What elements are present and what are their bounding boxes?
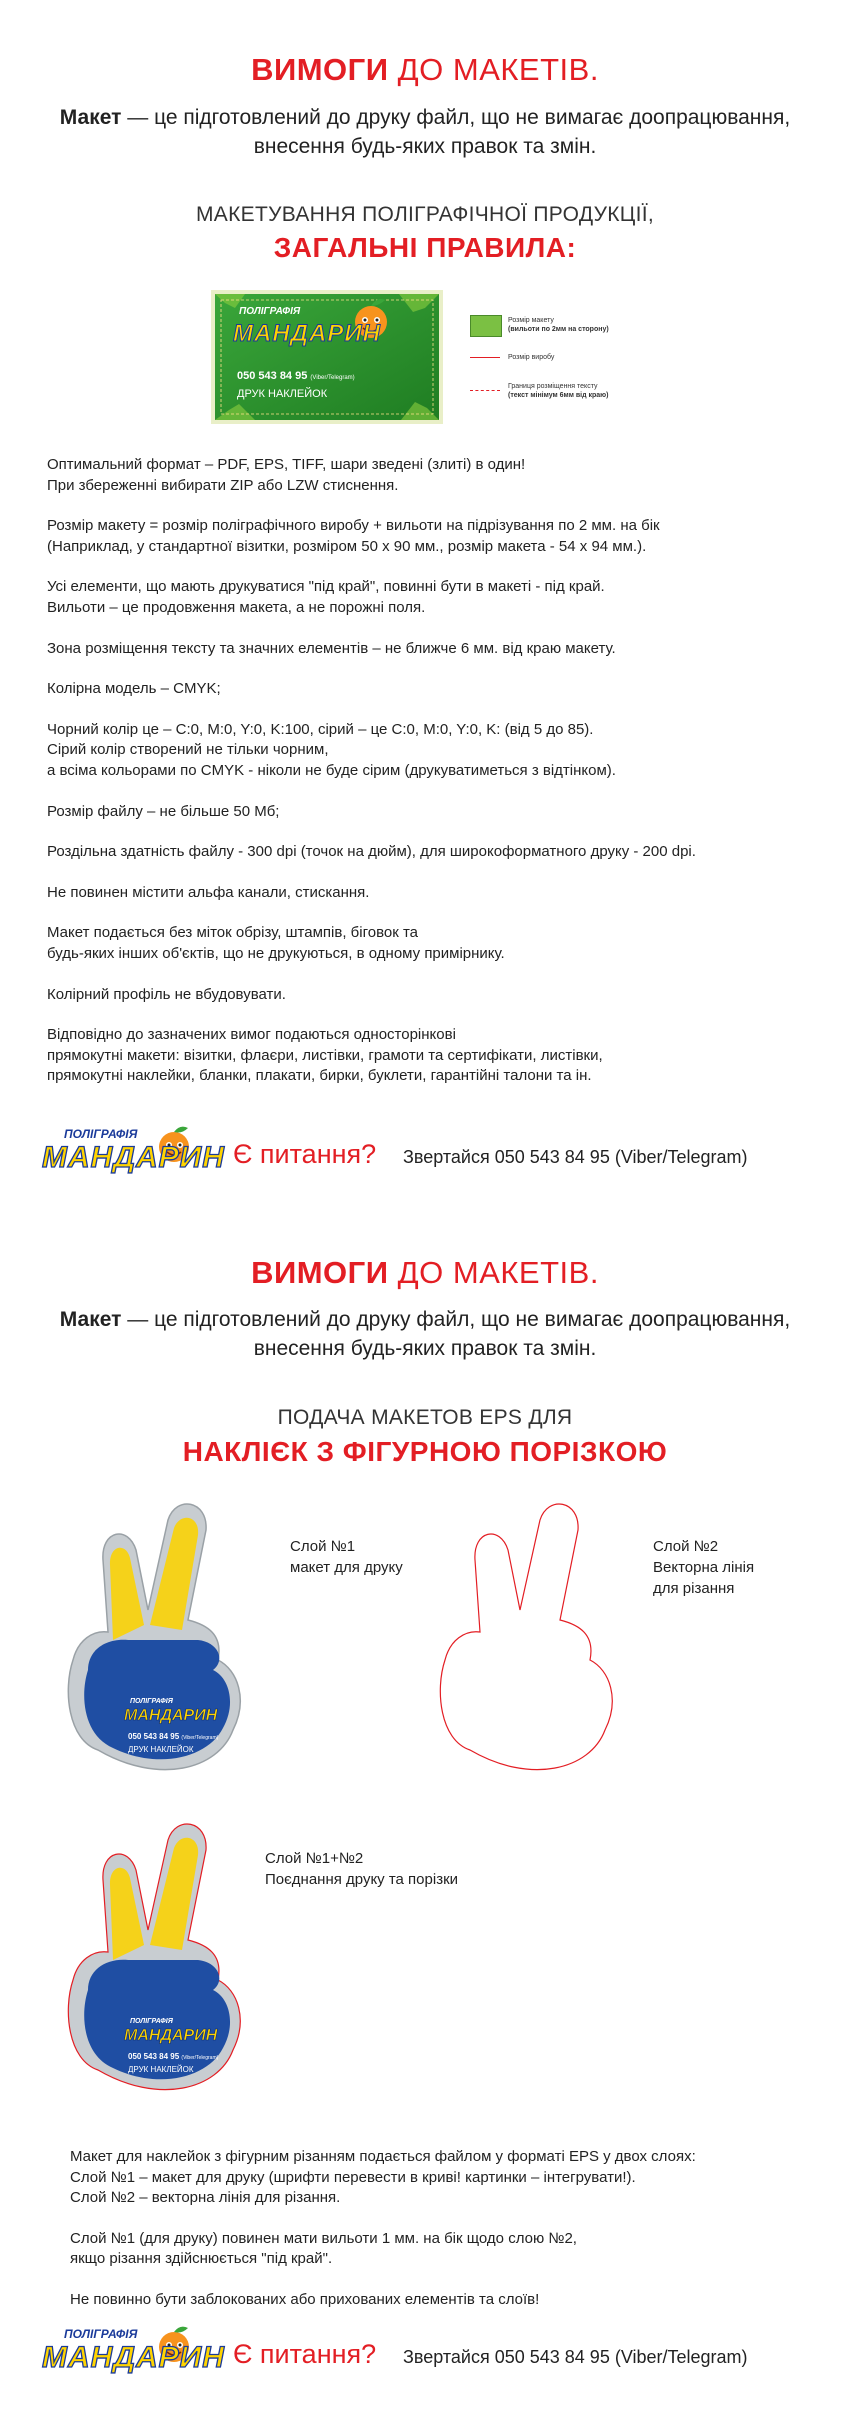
sticker1-brand-main: МАНДАРИН bbox=[124, 1707, 218, 1724]
page-title-2: ВИМОГИ ДО МАКЕТІВ. bbox=[251, 1255, 599, 1290]
layer2-label: Слой №2 Векторна лінія для різання bbox=[653, 1538, 755, 1597]
section-subheading: МАКЕТУВАННЯ ПОЛІГРАФІЧНОЇ ПРОДУКЦІЇ, bbox=[196, 203, 654, 226]
sticker1-service: ДРУК НАКЛЕЙОК bbox=[128, 1745, 194, 1754]
layer3-label: Слой №1+№2 Поєднання друку та порізки bbox=[265, 1850, 459, 1888]
lead-definition-2: Макет — це підготовлений до друку файл, що не вимагає доопрацювання, внесення будь-яких правок та змін. bbox=[59, 1308, 791, 1360]
footer-question: Є питання? bbox=[233, 1139, 377, 1169]
page-title: ВИМОГИ ДО МАКЕТІВ. bbox=[251, 52, 599, 87]
sticker1-phone: 050 543 84 95 (Viber/Telegram) bbox=[128, 1732, 219, 1741]
footer2-logo-main: МАНДАРИН bbox=[42, 2341, 225, 2374]
card-brand-top: ПОЛІГРАФІЯ bbox=[239, 306, 301, 317]
rule-safe-zone: Зона розміщення тексту та значних елементів – не ближче 6 мм. від краю макету. bbox=[47, 639, 616, 657]
legend-size: Розмір макету (вильоти по 2мм на сторону) bbox=[508, 317, 609, 333]
lead-term: Макет bbox=[59, 106, 122, 129]
footer-contact[interactable]: Звертайся 050 543 84 95 (Viber/Telegram) bbox=[403, 1147, 748, 1167]
combined-sticker-icon bbox=[58, 1820, 258, 2120]
note-layers: Макет для наклейок з фігурним різанням подається файлом у форматі EPS у двох слоях: Слой №1 – макет для друку (шрифти перевести в криві! картинки – інтегрувати!). Слой №2 – векторна лінія для різання. bbox=[70, 2148, 696, 2207]
rule-alpha: Не повинен містити альфа канали, стискання. bbox=[47, 883, 370, 901]
sticker-cut-layer bbox=[430, 1500, 630, 1800]
legend-size-swatch bbox=[470, 315, 502, 337]
legend-border: Границя розміщення тексту (текст мінімум 6мм від краю) bbox=[508, 383, 609, 399]
sticker3-brand-main: МАНДАРИН bbox=[124, 2027, 218, 2044]
sticker3-phone: 050 543 84 95 (Viber/Telegram) bbox=[128, 2052, 219, 2061]
section-heading-red-2: НАКЛІЄК З ФІГУРНОЮ ПОРІЗКОЮ bbox=[182, 1436, 668, 1467]
victory-hand-sticker-icon bbox=[58, 1500, 258, 1800]
footer-logo-main: МАНДАРИН bbox=[42, 1141, 225, 1174]
note-locked: Не повинно бути заблокованих або прихованих елементів та слоїв! bbox=[70, 2290, 540, 2308]
rule-black-gray: Чорний колір це – C:0, M:0, Y:0, K:100, сірий – це C:0, M:0, Y:0, K: (від 5 до 85). Сірий колір створений не тільки чорним, а всіма кольорами по CMYK - ніколи не буде сірим (друкуватиметься з відтінком). bbox=[47, 720, 616, 779]
footer-logo[interactable] bbox=[42, 1125, 225, 1187]
rule-applicability: Відповідно до зазначених вимог подаються односторінкові прямокутні макети: візитки, флаєри, листівки, грамоти та сертифікати, листівки, прямокутні наклейки, бланки, плакати, бирки, буклети, гарантійні талони та ін. bbox=[47, 1026, 603, 1085]
rule-bleed: Усі елементи, що мають друкуватися "під край", повинні бути в макеті - під край. Вильоти – це продовження макета, а не порожні поля. bbox=[47, 578, 605, 616]
sticker-combined-layer bbox=[58, 1820, 258, 2120]
sticker3-brand-top: ПОЛІГРАФІЯ bbox=[130, 2018, 173, 2025]
rule-profile: Колірний профіль не вбудовувати. bbox=[47, 985, 286, 1003]
footer-logo-2[interactable] bbox=[42, 2325, 225, 2387]
section-heading-red: ЗАГАЛЬНІ ПРАВИЛА: bbox=[273, 232, 577, 263]
card-phone: 050 543 84 95 (Viber/Telegram) bbox=[237, 370, 355, 382]
lead-term-2: Макет bbox=[59, 1308, 122, 1331]
rule-file-size: Розмір файлу – не більше 50 Мб; bbox=[47, 802, 280, 820]
footer-logo-top: ПОЛІГРАФІЯ bbox=[64, 1127, 138, 1141]
legend-product: Розмір виробу bbox=[508, 354, 555, 361]
card-service: ДРУК НАКЛЕЙОК bbox=[237, 388, 328, 400]
sticker-print-layer bbox=[58, 1500, 258, 1800]
cut-line-outline-icon bbox=[430, 1500, 630, 1800]
legend-border-line bbox=[470, 390, 500, 391]
rule-resolution: Роздільна здатність файлу - 300 dpi (точок на дюйм), для широкоформатного друку - 200 dpi. bbox=[47, 843, 696, 861]
sticker1-brand-top: ПОЛІГРАФІЯ bbox=[130, 1698, 173, 1705]
footer-question-2: Є питання? bbox=[233, 2339, 377, 2369]
note-bleed: Слой №1 (для друку) повинен мати вильоти 1 мм. на бік щодо слою №2, якщо різання здійснюється "під край". bbox=[70, 2229, 577, 2268]
business-card-illustration bbox=[211, 290, 443, 424]
footer-contact-2[interactable]: Звертайся 050 543 84 95 (Viber/Telegram) bbox=[403, 2347, 748, 2367]
rule-size: Розмір макету = розмір поліграфічного виробу + вильоти на підрізування по 2 мм. на бік (Наприклад, у стандартної візитки, розміром 50 х 90 мм., розмір макета - 54 х 94 мм.). bbox=[47, 517, 660, 555]
section-subheading-2: ПОДАЧА МАКЕТОВ EPS ДЛЯ bbox=[277, 1406, 573, 1429]
card-brand-main: МАНДАРИН bbox=[233, 320, 381, 347]
general-rules bbox=[47, 455, 827, 1087]
layer1-label: Слой №1 макет для друку bbox=[290, 1538, 403, 1576]
lead-definition: Макет — це підготовлений до друку файл, що не вимагає доопрацювання, внесення будь-яких правок та змін. bbox=[59, 106, 791, 158]
rule-format: Оптимальний формат – PDF, EPS, TIFF, шари зведені (злиті) в один! При збереженні вибирати ZIP або LZW стиснення. bbox=[47, 456, 526, 494]
eps-notes bbox=[70, 2147, 830, 2311]
rule-marks: Макет подається без міток обрізу, штампів, біговок та будь-яких інших об'єктів, що не друкуються, в одному примірнику. bbox=[47, 924, 505, 962]
rule-color-model: Колірна модель – CMYK; bbox=[47, 680, 221, 698]
footer2-logo-top: ПОЛІГРАФІЯ bbox=[64, 2327, 138, 2341]
sticker3-service: ДРУК НАКЛЕЙОК bbox=[128, 2065, 194, 2074]
legend-product-line bbox=[470, 357, 500, 358]
